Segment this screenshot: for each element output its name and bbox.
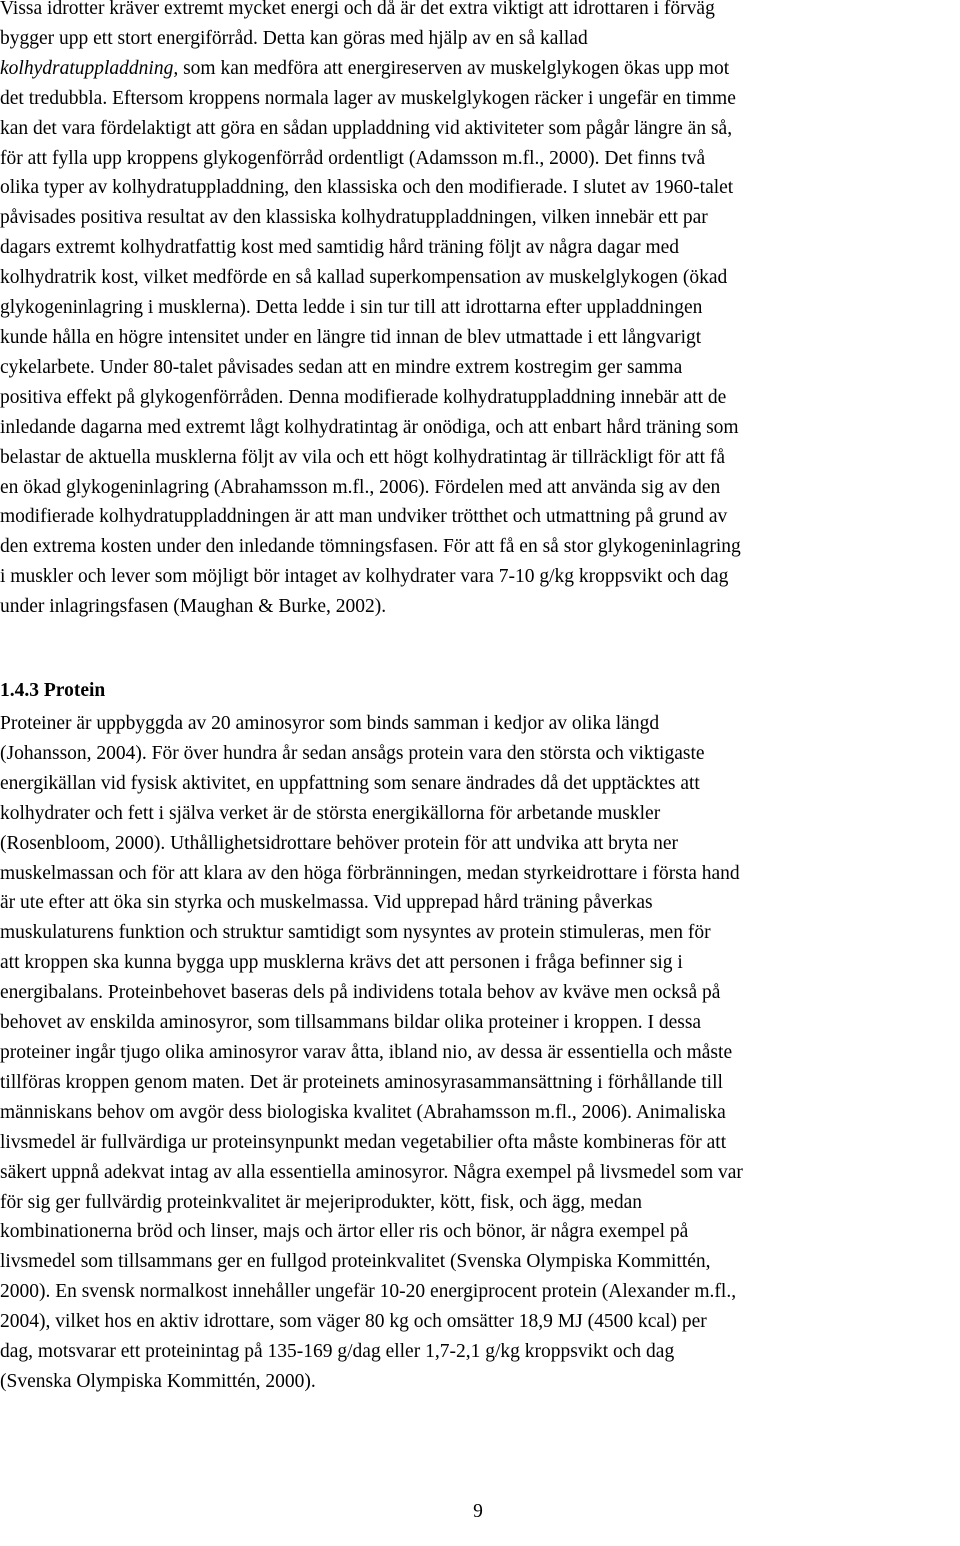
carbohydrate-loading-paragraph bbox=[0, 0, 956, 622]
paragraph-text-start: Vissa idrotter kräver extremt mycket energi och då är det extra viktigt att idrottaren i förväg bygger upp ett stort energiförråd. Detta kan göras med hjälp av en så kallad bbox=[0, 0, 715, 49]
paragraph-text-rest: som kan medföra att energireserven av muskelglykogen ökas upp mot det tredubbla. Eftersom kroppens normala lager av muskelglykogen räcker i ungefär en timme kan det vara fördelaktigt att göra en sådan uppladdning vid aktiviteter som pågår längre än så, för att fylla upp kroppens glykogenförråd ordentligt (Adamsson m.fl., 2000). Det finns två olika typer av kolhydratuppladdning, den klassiska och den modifierade. I slutet av 1960-talet påvisades positiva resultat av den klassiska kolhydratuppladdningen, vilken innebär ett par dagars extremt kolhydratfattig kost med samtidig hård träning följt av några dagar med kolhydratrik kost, vilket medförde en så kallad superkompensation av muskelglykogen (ökad glykogeninlagring i musklerna). Detta ledde i sin tur till att idrottarna efter uppladdningen kunde hålla en högre intensitet under en längre tid innan de blev utmattade i ett långvarigt cykelarbete. Under 80-talet påvisades sedan att en mindre extrem kostregim ger samma positiva effekt på glykogenförråden. Denna modifierade kolhydratuppladdning innebär att de inledande dagarna med extremt lågt kolhydratintag är onödiga, och att enbart hård träning som belastar de aktuella musklerna följt av vila och ett högt kolhydratintag är tillräckligt för att få en ökad glykogeninlagring (Abrahamsson m.fl., 2006). Fördelen med att använda sig av den modifierade kolhydratuppladdningen är att man undviker trötthet och utmattning på grund av den extrema kosten under den inledande tömningsfasen. För att få en så stor glykogeninlagring i muskler och lever som möjligt bör intaget av kolhydrater vara 7-10 g/kg kroppsvikt och dag under inlagringsfasen (Maughan & Burke, 2002). bbox=[0, 57, 741, 618]
page-number: 9 bbox=[473, 1501, 483, 1522]
section-heading: 1.4.3 Protein bbox=[0, 680, 106, 701]
protein-paragraph: Proteiner är uppbyggda av 20 aminosyror som binds samman i kedjor av olika längd (Johansson, 2004). För över hundra år sedan ansågs protein vara den största och viktigaste energikällan vid fysisk aktivitet, en uppfattning som senare ändrades då det upptäcktes att kolhydrater och fett i själva verket är de största energikällorna för arbetande muskler (Rosenbloom, 2000). Uthållighetsidrottare behöver protein för att undvika att bryta ner muskelmassan och för att klara av den höga förbränningen, medan styrkeidrottare i första hand är ute efter att öka sin styrka och muskelmassa. Vid upprepad hård träning påverkas muskulaturens funktion och struktur samtidigt som nysyntes av protein stimuleras, men för att kroppen ska kunna bygga upp musklerna krävs det att personen i fråga befinner sig i energibalans. Proteinbehovet baseras dels på individens totala behov av kväve men också på behovet av enskilda aminosyror, som tillsammans bildar olika proteiner i kroppen. I dessa proteiner ingår tjugo olika aminosyror varav åtta, ibland nio, av dessa är essentiella och måste tillföras kroppen genom maten. Det är proteinets aminosyrasammansättning i förhållande till människans behov om avgör dess biologiska kvalitet (Abrahamsson m.fl., 2006). Animaliska livsmedel är fullvärdiga ur proteinsynpunkt medan vegetabilier ofta måste kombineras för att säkert uppnå adekvat intag av alla essentiella aminosyror. Några exempel på livsmedel som var för sig ger fullvärdig proteinkvalitet är mejeriprodukter, kött, fisk, och ägg, medan kombinationerna bröd och linser, majs och ärtor eller ris och bönor, är några exempel på livsmedel som tillsammans ger en fullgod proteinkvalitet (Svenska Olympiska Kommittén, 2000). En svensk normalkost innehåller ungefär 10-20 energiprocent protein (Alexander m.fl., 2004), vilket hos en aktiv idrottare, som väger 80 kg och omsätter 18,9 MJ (4500 kcal) per dag, motsvarar ett proteinintag på 135-169 g/dag eller 1,7-2,1 g/kg kroppsvikt och dag (Svenska Olympiska Kommittén, 2000). bbox=[0, 713, 743, 1392]
italic-term: kolhydratuppladdning, bbox=[0, 57, 179, 79]
